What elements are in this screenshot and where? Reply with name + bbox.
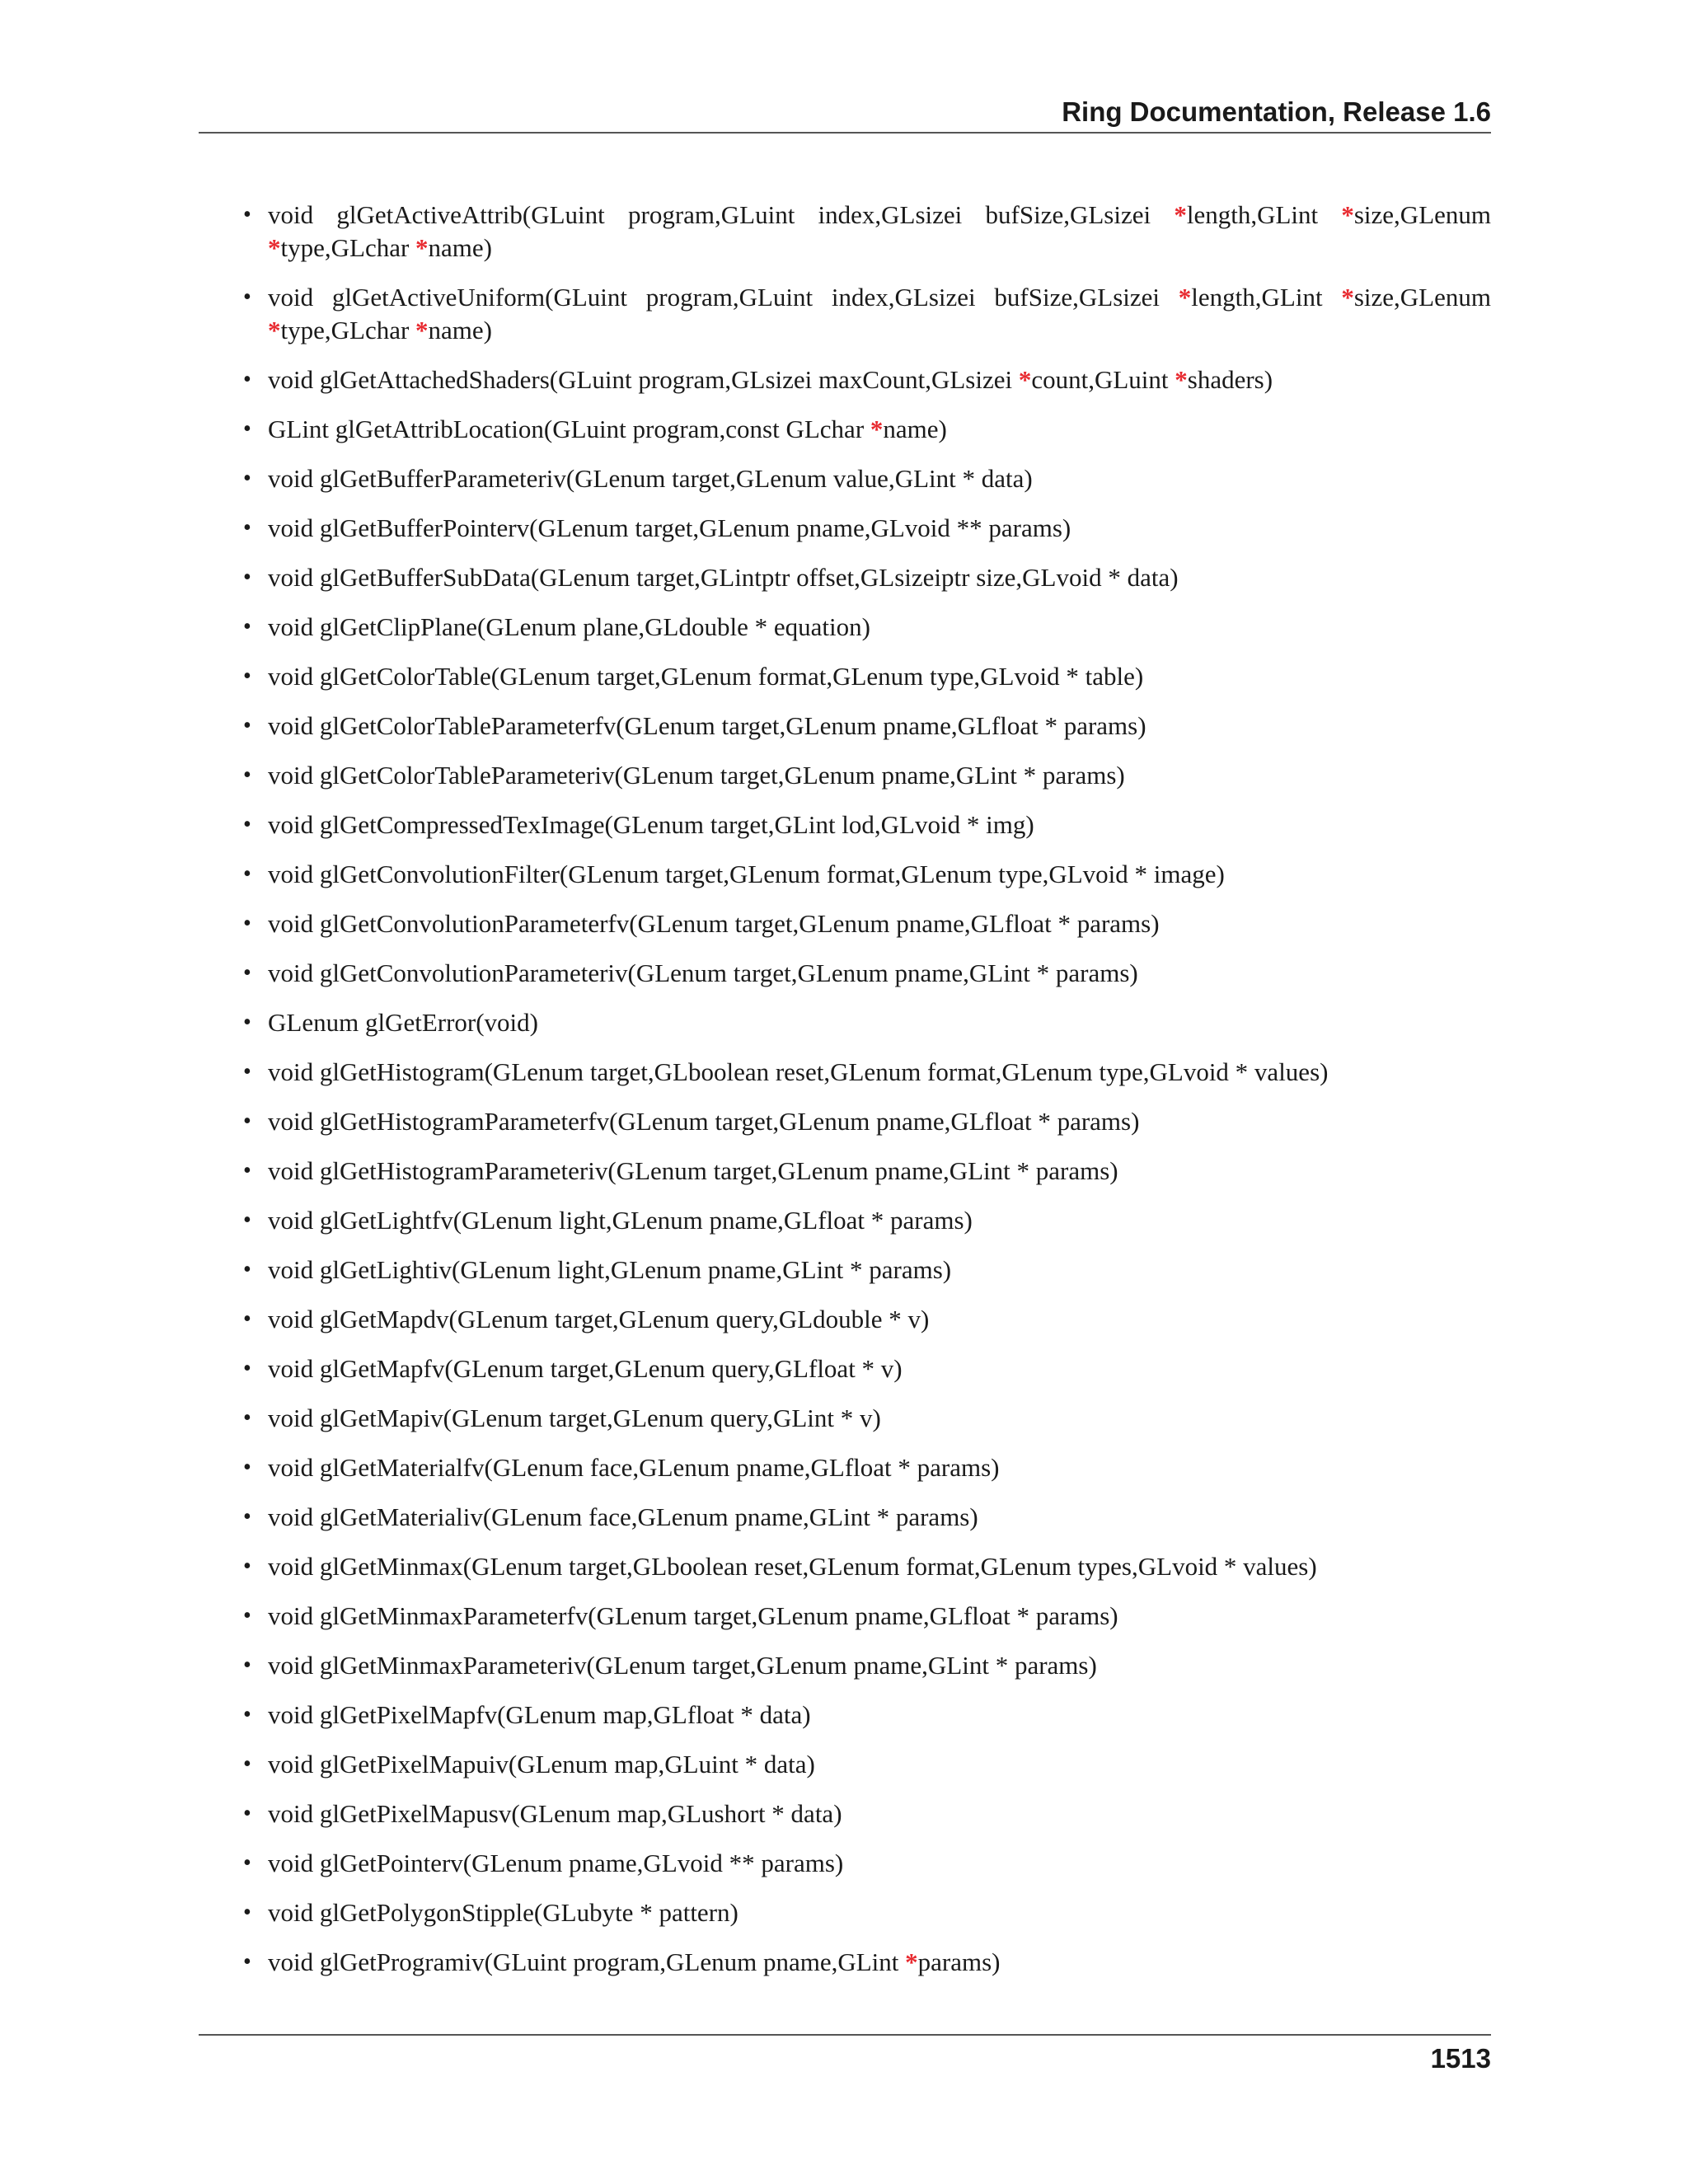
bullet-icon: • xyxy=(243,1158,251,1183)
list-item xyxy=(243,1006,1491,1039)
signature-text: name) xyxy=(428,316,493,344)
list-item xyxy=(243,1204,1491,1237)
list-item xyxy=(243,1797,1491,1830)
signature-text: shaders) xyxy=(1187,365,1273,394)
signature-text: params) xyxy=(917,1947,1001,1976)
signature-text: void glGetHistogram(GLenum target,GLboolean reset,GLenum format,GLenum type,GLvoid * values) xyxy=(268,1057,1329,1086)
list-item xyxy=(243,759,1491,792)
function-signature-list xyxy=(243,199,1491,1979)
pointer-star: * xyxy=(870,415,884,443)
pointer-star: * xyxy=(1178,283,1192,312)
bullet-icon: • xyxy=(243,1850,251,1876)
signature-text: void glGetActiveUniform(GLuint program,GLuint index,GLsizei bufSize,GLsizei xyxy=(268,283,1179,312)
signature-text: size,GLenum xyxy=(1353,283,1491,312)
bullet-icon: • xyxy=(243,1900,251,1925)
signature-text: size,GLenum xyxy=(1353,200,1491,229)
bullet-icon: • xyxy=(243,1257,251,1282)
list-item xyxy=(243,1699,1491,1732)
pointer-star: * xyxy=(268,316,281,344)
bullet-icon: • xyxy=(243,911,251,936)
signature-text: void glGetLightfv(GLenum light,GLenum pname,GLfloat * params) xyxy=(268,1206,973,1235)
signature-text: count,GLuint xyxy=(1031,365,1175,394)
signature-text: void glGetColorTableParameterfv(GLenum target,GLenum pname,GLfloat * params) xyxy=(268,711,1146,740)
page-header xyxy=(199,92,1491,134)
signature-text: void glGetProgramiv(GLuint program,GLenum pname,GLint xyxy=(268,1947,906,1976)
bullet-icon: • xyxy=(243,861,251,887)
bullet-icon: • xyxy=(243,1504,251,1530)
pointer-star: * xyxy=(268,233,281,262)
signature-text: void glGetMinmaxParameteriv(GLenum target,GLenum pname,GLint * params) xyxy=(268,1651,1097,1680)
signature-text: void glGetMaterialiv(GLenum face,GLenum pname,GLint * params) xyxy=(268,1502,978,1531)
list-item xyxy=(243,710,1491,743)
signature-text: void glGetMapfv(GLenum target,GLenum query,GLfloat * v) xyxy=(268,1354,903,1383)
signature-text: void glGetAttachedShaders(GLuint program,GLsizei maxCount,GLsizei xyxy=(268,365,1019,394)
signature-text: void glGetConvolutionParameterfv(GLenum target,GLenum pname,GLfloat * params) xyxy=(268,909,1160,938)
bullet-icon: • xyxy=(243,515,251,541)
signature-text: void glGetPolygonStipple(GLubyte * pattern) xyxy=(268,1898,738,1927)
signature-text: length,GLint xyxy=(1186,200,1342,229)
list-item xyxy=(243,1352,1491,1385)
signature-text: void glGetColorTable(GLenum target,GLenum format,GLenum type,GLvoid * table) xyxy=(268,662,1144,691)
list-item xyxy=(243,1303,1491,1336)
list-item xyxy=(243,281,1491,347)
bullet-icon: • xyxy=(243,1554,251,1579)
bullet-icon: • xyxy=(243,367,251,392)
signature-text: void glGetHistogramParameterfv(GLenum target,GLenum pname,GLfloat * params) xyxy=(268,1107,1140,1136)
bullet-icon: • xyxy=(243,1949,251,1975)
list-item xyxy=(243,660,1491,693)
bullet-icon: • xyxy=(243,960,251,986)
bullet-icon: • xyxy=(243,284,251,310)
list-item xyxy=(243,1155,1491,1188)
bullet-icon: • xyxy=(243,713,251,738)
list-item xyxy=(243,1748,1491,1781)
list-item xyxy=(243,957,1491,990)
signature-text: void glGetBufferSubData(GLenum target,GLintptr offset,GLsizeiptr size,GLvoid * data) xyxy=(268,563,1179,592)
bullet-icon: • xyxy=(243,202,251,227)
list-item xyxy=(243,1649,1491,1682)
list-item xyxy=(243,199,1491,265)
list-item xyxy=(243,1550,1491,1583)
bullet-icon: • xyxy=(243,812,251,837)
list-item xyxy=(243,611,1491,644)
bullet-icon: • xyxy=(243,1652,251,1678)
signature-text: void glGetCompressedTexImage(GLenum target,GLint lod,GLvoid * img) xyxy=(268,810,1034,839)
bullet-icon: • xyxy=(243,663,251,689)
pointer-star: * xyxy=(1341,200,1354,229)
bullet-icon: • xyxy=(243,1306,251,1332)
pointer-star: * xyxy=(415,316,429,344)
signature-text: void glGetLightiv(GLenum light,GLenum pname,GLint * params) xyxy=(268,1255,952,1284)
signature-text: void glGetMinmaxParameterfv(GLenum target,GLenum pname,GLfloat * params) xyxy=(268,1601,1118,1630)
pointer-star: * xyxy=(1175,365,1188,394)
signature-text: GLint glGetAttribLocation(GLuint program,const GLchar xyxy=(268,415,870,443)
page-number: 1513 xyxy=(1430,2043,1491,2074)
signature-text: void glGetMapiv(GLenum target,GLenum query,GLint * v) xyxy=(268,1404,881,1432)
signature-text: void glGetPixelMapfv(GLenum map,GLfloat * data) xyxy=(268,1700,811,1729)
list-item xyxy=(243,907,1491,940)
list-item xyxy=(243,1946,1491,1979)
list-item xyxy=(243,561,1491,594)
signature-text: void glGetPixelMapusv(GLenum map,GLushort * data) xyxy=(268,1799,842,1828)
list-item xyxy=(243,1847,1491,1880)
signature-text: type,GLchar xyxy=(280,316,416,344)
signature-text: void glGetMapdv(GLenum target,GLenum query,GLdouble * v) xyxy=(268,1305,930,1333)
signature-text: void glGetMaterialfv(GLenum face,GLenum pname,GLfloat * params) xyxy=(268,1453,1000,1482)
pointer-star: * xyxy=(1018,365,1032,394)
signature-text: void glGetBufferParameteriv(GLenum target,GLenum value,GLint * data) xyxy=(268,464,1033,493)
signature-text: void glGetColorTableParameteriv(GLenum target,GLenum pname,GLint * params) xyxy=(268,761,1125,790)
pointer-star: * xyxy=(415,233,429,262)
bullet-icon: • xyxy=(243,1405,251,1431)
list-item xyxy=(243,462,1491,495)
list-item xyxy=(243,1056,1491,1089)
list-item xyxy=(243,1105,1491,1138)
list-item xyxy=(243,1254,1491,1286)
bullet-icon: • xyxy=(243,614,251,640)
signature-text: name) xyxy=(428,233,493,262)
page-footer xyxy=(199,2034,1491,2082)
bullet-icon: • xyxy=(243,1356,251,1381)
signature-text: void glGetConvolutionFilter(GLenum target,GLenum format,GLenum type,GLvoid * image) xyxy=(268,860,1225,888)
signature-text: void glGetConvolutionParameteriv(GLenum target,GLenum pname,GLint * params) xyxy=(268,958,1138,987)
document-title: Ring Documentation, Release 1.6 xyxy=(1062,96,1491,127)
signature-text: name) xyxy=(883,415,947,443)
list-item xyxy=(243,1501,1491,1534)
bullet-icon: • xyxy=(243,1010,251,1035)
list-item xyxy=(243,363,1491,396)
signature-text: type,GLchar xyxy=(280,233,416,262)
signature-text: void glGetPointerv(GLenum pname,GLvoid ** params) xyxy=(268,1849,844,1877)
bullet-icon: • xyxy=(243,1801,251,1826)
list-item xyxy=(243,1600,1491,1633)
bullet-icon: • xyxy=(243,466,251,491)
bullet-icon: • xyxy=(243,1455,251,1480)
signature-text: void glGetMinmax(GLenum target,GLboolean reset,GLenum format,GLenum types,GLvoid * values) xyxy=(268,1552,1317,1581)
bullet-icon: • xyxy=(243,565,251,590)
bullet-icon: • xyxy=(243,1603,251,1629)
list-item xyxy=(243,413,1491,446)
bullet-icon: • xyxy=(243,1059,251,1085)
bullet-icon: • xyxy=(243,1207,251,1233)
bullet-icon: • xyxy=(243,416,251,442)
list-item xyxy=(243,1896,1491,1929)
signature-text: length,GLint xyxy=(1191,283,1342,312)
list-item xyxy=(243,858,1491,891)
list-item xyxy=(243,808,1491,841)
list-item xyxy=(243,1402,1491,1435)
signature-text: void glGetClipPlane(GLenum plane,GLdouble * equation) xyxy=(268,612,870,641)
pointer-star: * xyxy=(1341,283,1354,312)
list-item xyxy=(243,1451,1491,1484)
signature-text: void glGetActiveAttrib(GLuint program,GLuint index,GLsizei bufSize,GLsizei xyxy=(268,200,1175,229)
bullet-icon: • xyxy=(243,1702,251,1727)
signature-text: void glGetHistogramParameteriv(GLenum target,GLenum pname,GLint * params) xyxy=(268,1156,1118,1185)
pointer-star: * xyxy=(905,1947,918,1976)
bullet-icon: • xyxy=(243,1108,251,1134)
signature-text: void glGetPixelMapuiv(GLenum map,GLuint * data) xyxy=(268,1750,815,1779)
signature-text: GLenum glGetError(void) xyxy=(268,1008,538,1037)
pointer-star: * xyxy=(1174,200,1187,229)
list-item xyxy=(243,512,1491,545)
signature-text: void glGetBufferPointerv(GLenum target,GLenum pname,GLvoid ** params) xyxy=(268,513,1071,542)
bullet-icon: • xyxy=(243,1751,251,1777)
page-content xyxy=(243,199,1491,1995)
bullet-icon: • xyxy=(243,762,251,788)
